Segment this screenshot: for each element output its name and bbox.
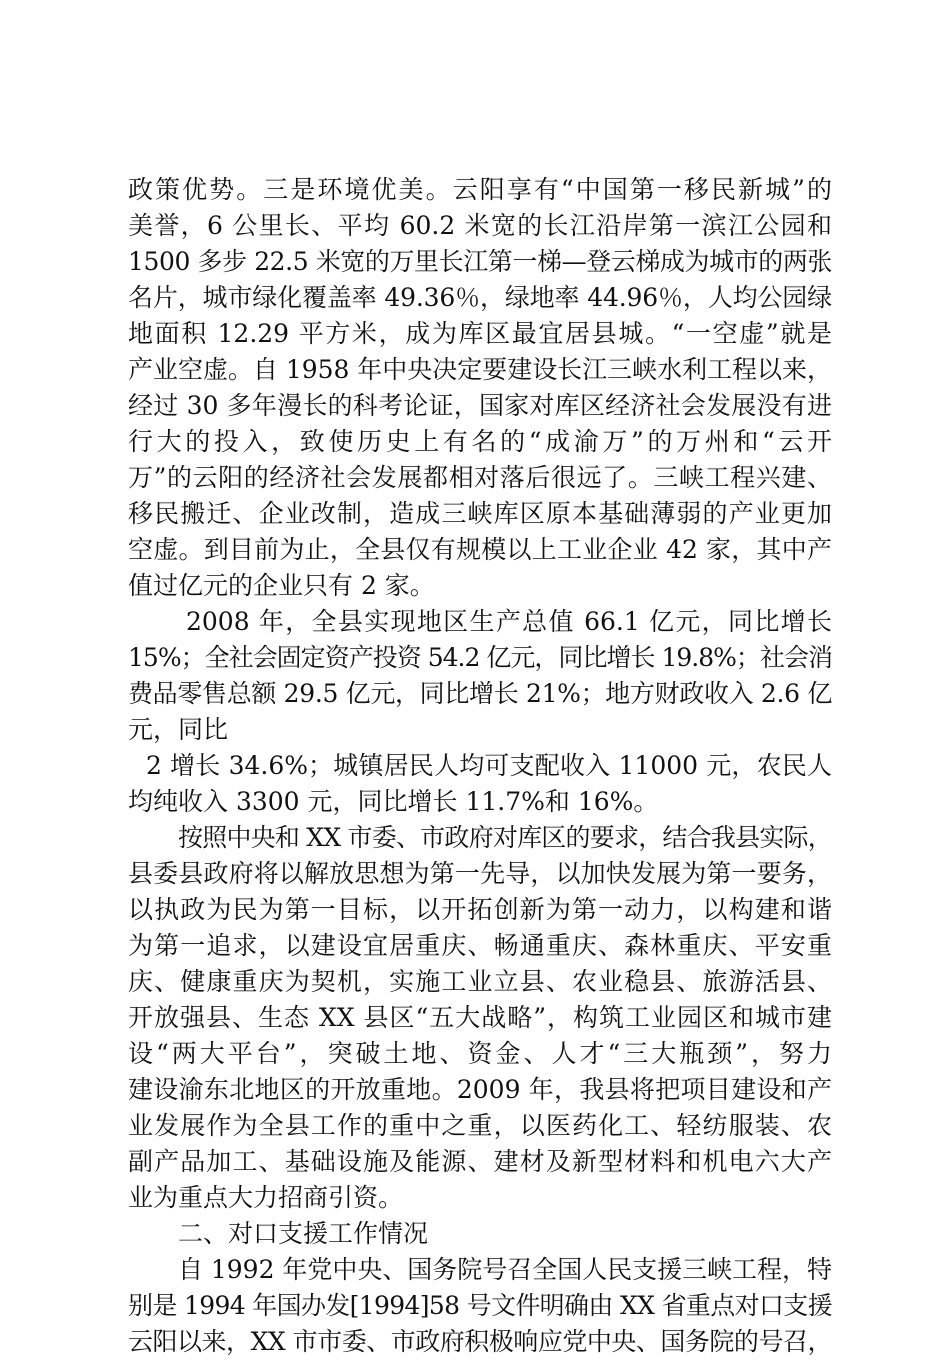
- text-line: 产业空虚。自 1958 年中央决定要建设长江三峡水利工程以来，: [128, 355, 832, 384]
- paragraph-first-line: 2 增长 34.6%；城镇居民人均可支配收入 11000 元，农民人: [146, 751, 832, 780]
- text-line: 县委县政府将以解放思想为第一先导，以加快发展为第一要务，: [128, 859, 832, 888]
- text-line: 15%；全社会固定资产投资 54.2 亿元，同比增长 19.8%；社会消: [128, 643, 832, 672]
- text-line: 空虚。到目前为止，全县仅有规模以上工业企业 42 家，其中产: [128, 535, 832, 564]
- paragraph-first-line: 自 1992 年党中央、国务院号召全国人民支援三峡工程，特: [178, 1255, 832, 1284]
- text-line: 庆、健康重庆为契机，实施工业立县、农业稳县、旅游活县、: [128, 967, 832, 996]
- text-line: 地面积 12.29 平方米，成为库区最宜居县城。“一空虚”就是: [128, 319, 832, 348]
- text-line: 开放强县、生态 XX 县区“五大战略”，构筑工业园区和城市建: [128, 1003, 832, 1032]
- text-line: 云阳以来，XX 市市委、市政府积极响应党中央、国务院的号召，: [128, 1327, 832, 1356]
- text-line: 费品零售总额 29.5 亿元，同比增长 21%；地方财政收入 2.6 亿: [128, 679, 832, 708]
- text-line: 均纯收入 3300 元，同比增长 11.7%和 16%。: [128, 787, 659, 816]
- section-heading: 二、对口支援工作情况: [178, 1219, 429, 1248]
- text-line: 副产品加工、基础设施及能源、建材及新型材料和机电六大产: [128, 1147, 832, 1176]
- body-text: [128, 172, 832, 1360]
- text-line: 元，同比: [128, 715, 229, 744]
- text-line: 业发展作为全县工作的重中之重，以医药化工、轻纺服装、农: [128, 1111, 832, 1140]
- text-line: 美誉，6 公里长、平均 60.2 米宽的长江沿岸第一滨江公园和: [128, 211, 832, 240]
- text-line: 移民搬迁、企业改制，造成三峡库区原本基础薄弱的产业更加: [128, 499, 832, 528]
- text-line: 政策优势。三是环境优美。云阳享有“中国第一移民新城”的: [128, 175, 832, 204]
- text-line: 业为重点大力招商引资。: [128, 1183, 404, 1212]
- text-line: 以执政为民为第一目标，以开拓创新为第一动力，以构建和谐: [128, 895, 832, 924]
- paragraph-first-line: 2008 年，全县实现地区生产总值 66.1 亿元，同比增长: [186, 607, 832, 636]
- text-line: 别是 1994 年国办发[1994]58 号文件明确由 XX 省重点对口支援: [128, 1291, 832, 1320]
- text-line: 行大的投入，致使历史上有名的“成渝万”的万州和“云开: [128, 427, 832, 456]
- paragraph-first-line: 按照中央和 XX 市委、市政府对库区的要求，结合我县实际，: [178, 823, 832, 852]
- text-line: 值过亿元的企业只有 2 家。: [128, 571, 435, 600]
- text-line: 万”的云阳的经济社会发展都相对落后很远了。三峡工程兴建、: [128, 463, 832, 492]
- text-line: 名片，城市绿化覆盖率 49.36％，绿地率 44.96％，人均公园绿: [128, 283, 832, 312]
- text-line: 建设渝东北地区的开放重地。2009 年，我县将把项目建设和产: [128, 1075, 832, 1104]
- text-line: 1500 多步 22.5 米宽的万里长江第一梯—登云梯成为城市的两张: [128, 247, 832, 276]
- text-line: 经过 30 多年漫长的科考论证，国家对库区经济社会发展没有进: [128, 391, 832, 420]
- text-line: 设“两大平台”，突破土地、资金、人才“三大瓶颈”，努力: [128, 1039, 832, 1068]
- text-line: 为第一追求，以建设宜居重庆、畅通重庆、森林重庆、平安重: [128, 931, 832, 960]
